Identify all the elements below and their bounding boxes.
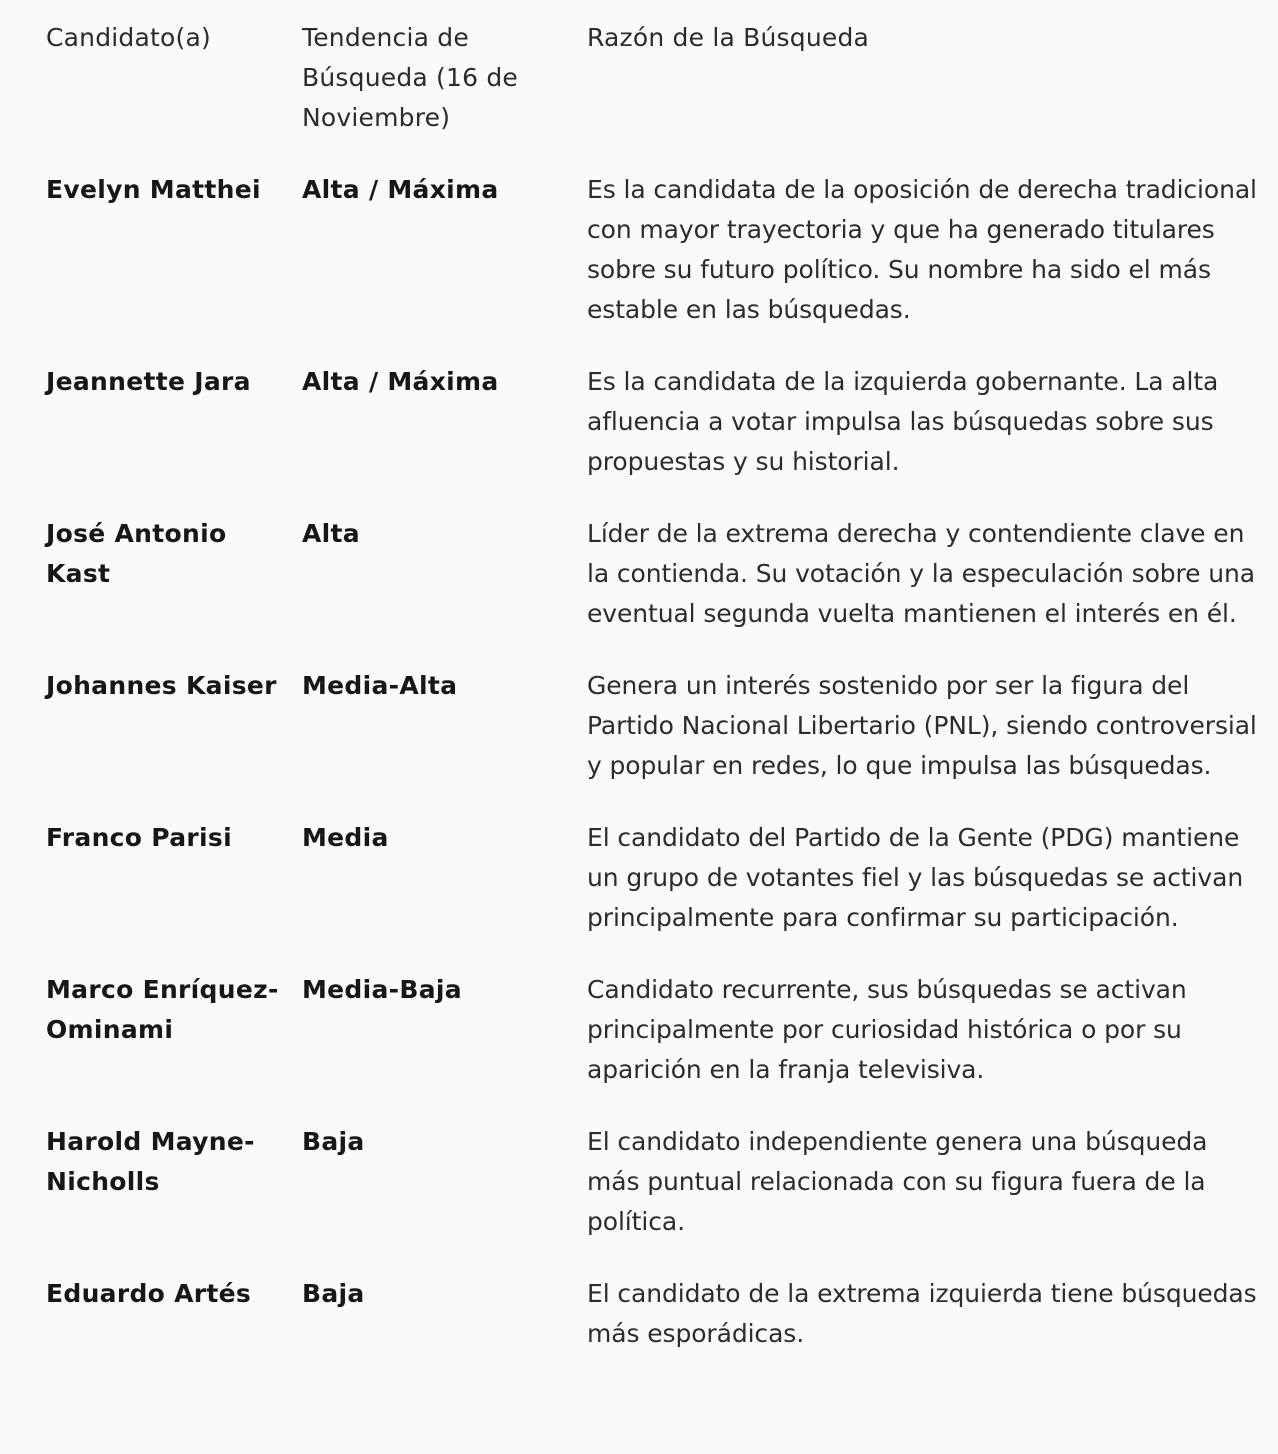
search-trend: Media (302, 823, 389, 852)
candidate-name: Franco Parisi (46, 823, 232, 852)
table-row (46, 1122, 1261, 1274)
table-row (46, 970, 1261, 1122)
search-reason: Candidato recurrente, sus búsquedas se activan principalmente por curiosidad histórica o por su aparición en la franja televisiva. (587, 975, 1187, 1084)
header-candidate: Candidato(a) (46, 23, 211, 52)
candidate-name: Jeannette Jara (46, 367, 251, 396)
search-reason: Líder de la extrema derecha y contendiente clave en la contienda. Su votación y la especulación sobre una eventual segunda vuelta mantienen el interés en él. (587, 519, 1256, 628)
search-trend: Media-Baja (302, 975, 462, 1004)
search-trend: Alta (302, 519, 360, 548)
candidate-name: Johannes Kaiser (46, 671, 277, 700)
search-trend: Alta / Máxima (302, 367, 499, 396)
table-header-row (46, 18, 1261, 170)
candidate-name: Eduardo Artés (46, 1279, 252, 1308)
table-row (46, 514, 1261, 666)
table-row (46, 818, 1261, 970)
candidates-table (46, 18, 1261, 1386)
search-reason: Es la candidata de la izquierda gobernante. La alta afluencia a votar impulsa las búsquedas sobre sus propuestas y su historial. (587, 367, 1219, 476)
search-reason: Genera un interés sostenido por ser la figura del Partido Nacional Libertario (PNL), siendo controversial y popular en redes, lo que impulsa las búsquedas. (587, 671, 1257, 780)
search-trend: Baja (302, 1279, 365, 1308)
search-reason: Es la candidata de la oposición de derecha tradicional con mayor trayectoria y que ha generado titulares sobre su futuro político. Su nombre ha sido el más estable en las búsquedas. (587, 175, 1257, 324)
candidate-name: Harold Mayne-Nicholls (46, 1127, 255, 1196)
candidate-name: Evelyn Matthei (46, 175, 261, 204)
table-row (46, 362, 1261, 514)
search-reason: El candidato independiente genera una búsqueda más puntual relacionada con su figura fuera de la política. (587, 1127, 1208, 1236)
header-reason: Razón de la Búsqueda (587, 23, 870, 52)
table-row (46, 170, 1261, 362)
table-row (46, 666, 1261, 818)
candidate-name: Marco Enríquez-Ominami (46, 975, 279, 1044)
search-reason: El candidato de la extrema izquierda tiene búsquedas más esporádicas. (587, 1279, 1257, 1348)
search-reason: El candidato del Partido de la Gente (PDG) mantiene un grupo de votantes fiel y las búsquedas se activan principalmente para confirmar su participación. (587, 823, 1244, 932)
table-row (46, 1274, 1261, 1386)
candidate-name: José Antonio Kast (46, 519, 227, 588)
search-trend: Alta / Máxima (302, 175, 499, 204)
search-trend: Media-Alta (302, 671, 458, 700)
table-body (46, 170, 1261, 1386)
header-trend: Tendencia de Búsqueda (16 de Noviembre) (302, 23, 519, 132)
search-trend: Baja (302, 1127, 365, 1156)
